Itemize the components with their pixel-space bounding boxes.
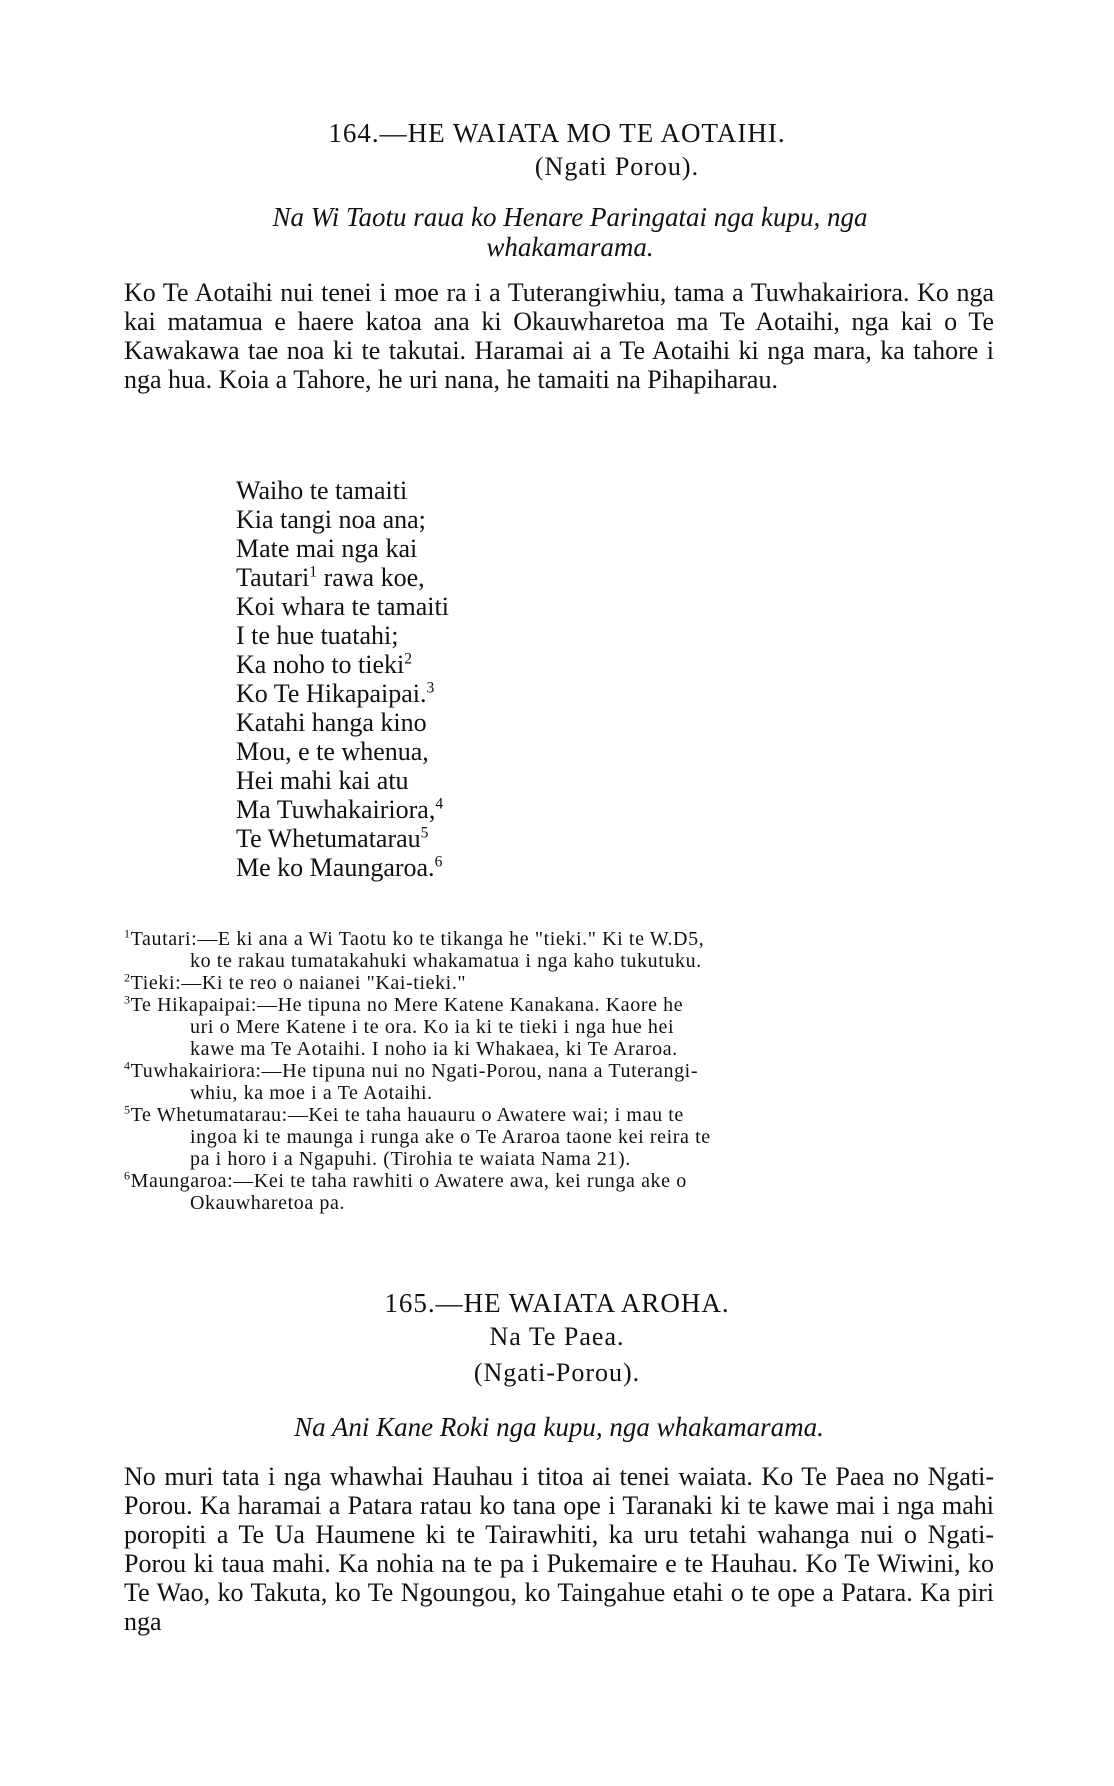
section-165-subtitle-author: Na Te Paea.	[489, 1322, 625, 1351]
footnote-number: 5	[124, 1102, 131, 1117]
footnote-marker: 3	[426, 679, 435, 697]
verse-line	[236, 563, 449, 592]
footnote-marker: 1	[309, 563, 318, 581]
footnote-number: 3	[124, 992, 131, 1007]
footnote-marker: 5	[420, 824, 429, 842]
verse-line	[236, 795, 449, 824]
verse-line-text: Tautari	[236, 563, 310, 592]
footnote	[124, 1060, 994, 1104]
footnote-marker: 2	[404, 650, 413, 668]
footnote-text: Maungaroa:—Kei te taha rawhiti o Awatere awa, kei runga ake o	[130, 1170, 687, 1192]
footnote-text: Tautari:—E ki ana a Wi Taotu ko te tikanga he "tieki." Ki te W.D5,	[130, 928, 705, 950]
footnote-continuation: uri o Mere Katene i te ora. Ko ia ki te tieki i nga hue hei	[190, 1016, 675, 1038]
section-165-subtitle-tribe: (Ngati-Porou).	[473, 1358, 641, 1387]
verse-line-text: Waiho te tamaiti	[236, 476, 408, 505]
verse-line-text: Koi whara te tamaiti	[236, 592, 449, 621]
section-164-intro: Ko Te Aotaihi nui tenei i moe ra i a Tuterangiwhiu, tama a Tuwhakairiora. Ko nga kai matamua e haere katoa ana ki Okauwharetoa ma Te Aotaihi, nga kai o Te Kawakawa tae noa ki te takutai. Haramai ai a Te Aotaihi ki nga mara, ka tahore i nga hua. Koia a Tahore, he uri nana, he tamaiti na Pihapiharau.	[124, 278, 994, 394]
footnote	[124, 1104, 994, 1170]
footnote-text: Te Whetumatarau:—Kei te taha hauauru o Awatere wai; i mau te	[130, 1104, 684, 1126]
footnote-continuation: whiu, ka moe i a Te Aotaihi.	[190, 1082, 433, 1104]
footnote-continuation: ko te rakau tumatakahuki whakamatua i nga kaho tukutuku.	[190, 950, 702, 972]
footnote-text: Tieki:—Ki te reo o naianei "Kai-tieki."	[130, 972, 467, 994]
footnote-marker: 4	[435, 795, 444, 813]
verse-line-text: Mate mai nga kai	[236, 534, 418, 563]
footnote	[124, 1170, 994, 1214]
verse-line	[236, 737, 449, 766]
footnote-number: 4	[124, 1058, 131, 1073]
verse-line	[236, 476, 449, 505]
section-165-intro: No muri tata i nga whawhai Hauhau i titoa ai tenei waiata. Ko Te Paea no Ngati-Porou. Ka haramai a Patara ratau ko tana ope i Taranaki ki te kawe mai i nga mahi poropiti a Te Ua Haumene ki te Tairawhiti, ka uru tetahi wahanga nui o Ngati-Porou ki taua mahi. Ka nohia na te pa i Pukemaire e te Hauhau. Ko Te Wiwini, ko Te Wao, ko Takuta, ko Te Ngoungou, ko Taingahue etahi o te ope a Patara. Ka piri nga	[124, 1462, 994, 1636]
verse-line	[236, 621, 449, 650]
verse-line	[236, 505, 449, 534]
verse-line	[236, 824, 449, 853]
verse-line-text: Ma Tuwhakairiora,	[236, 795, 436, 824]
verse-line-text: Hei mahi kai atu	[236, 766, 409, 795]
verse-line-text-after: rawa koe,	[317, 563, 425, 592]
waiata-164-verse	[236, 476, 449, 882]
section-165-title: 165.—HE WAIATA AROHA.	[384, 1288, 730, 1318]
verse-line-text: Katahi hanga kino	[236, 708, 427, 737]
footnote	[124, 928, 994, 972]
footnote-marker: 6	[434, 853, 443, 871]
section-164-attribution: Na Wi Taotu raua ko Henare Paringatai nga kupu, nga whakamarama.	[272, 202, 868, 262]
verse-line	[236, 708, 449, 737]
footnote	[124, 994, 994, 1060]
verse-line-text: I te hue tuatahi;	[236, 621, 399, 650]
verse-line	[236, 650, 449, 679]
verse-line	[236, 766, 449, 795]
footnote-number: 2	[124, 970, 131, 985]
footnotes-164	[124, 928, 994, 1214]
section-165-attribution: Na Ani Kane Roki nga kupu, nga whakamarama.	[294, 1412, 824, 1442]
verse-line	[236, 592, 449, 621]
footnote-text: Tuwhakairiora:—He tipuna nui no Ngati-Porou, nana a Tuterangi-	[130, 1060, 699, 1082]
verse-line-text: Ko Te Hikapaipai.	[236, 679, 427, 708]
footnote-text: Te Hikapaipai:—He tipuna no Mere Katene Kanakana. Kaore he	[130, 994, 684, 1016]
footnote-number: 6	[124, 1168, 131, 1183]
verse-line-text: Mou, e te whenua,	[236, 737, 429, 766]
footnote-continuation: Okauwharetoa pa.	[190, 1192, 346, 1214]
verse-line-text: Te Whetumatarau	[236, 824, 421, 853]
verse-line-text: Kia tangi noa ana;	[236, 505, 426, 534]
footnote-number: 1	[124, 926, 131, 941]
section-164-subtitle: (Ngati Porou).	[534, 152, 700, 181]
footnote	[124, 972, 994, 994]
verse-line	[236, 853, 449, 882]
verse-line-text: Me ko Maungaroa.	[236, 853, 435, 882]
footnote-continuation: kawe ma Te Aotaihi. I noho ia ki Whakaea, ki Te Araroa.	[190, 1038, 678, 1060]
footnote-continuation: ingoa ki te maunga i runga ake o Te Araroa taone kei reira te	[190, 1126, 711, 1148]
section-164-title: 164.—HE WAIATA MO TE AOTAIHI.	[328, 118, 786, 148]
footnote-continuation: pa i horo i a Ngapuhi. (Tirohia te waiata Nama 21).	[190, 1148, 631, 1170]
verse-line	[236, 679, 449, 708]
verse-line-text: Ka noho to tieki	[236, 650, 405, 679]
verse-line	[236, 534, 449, 563]
